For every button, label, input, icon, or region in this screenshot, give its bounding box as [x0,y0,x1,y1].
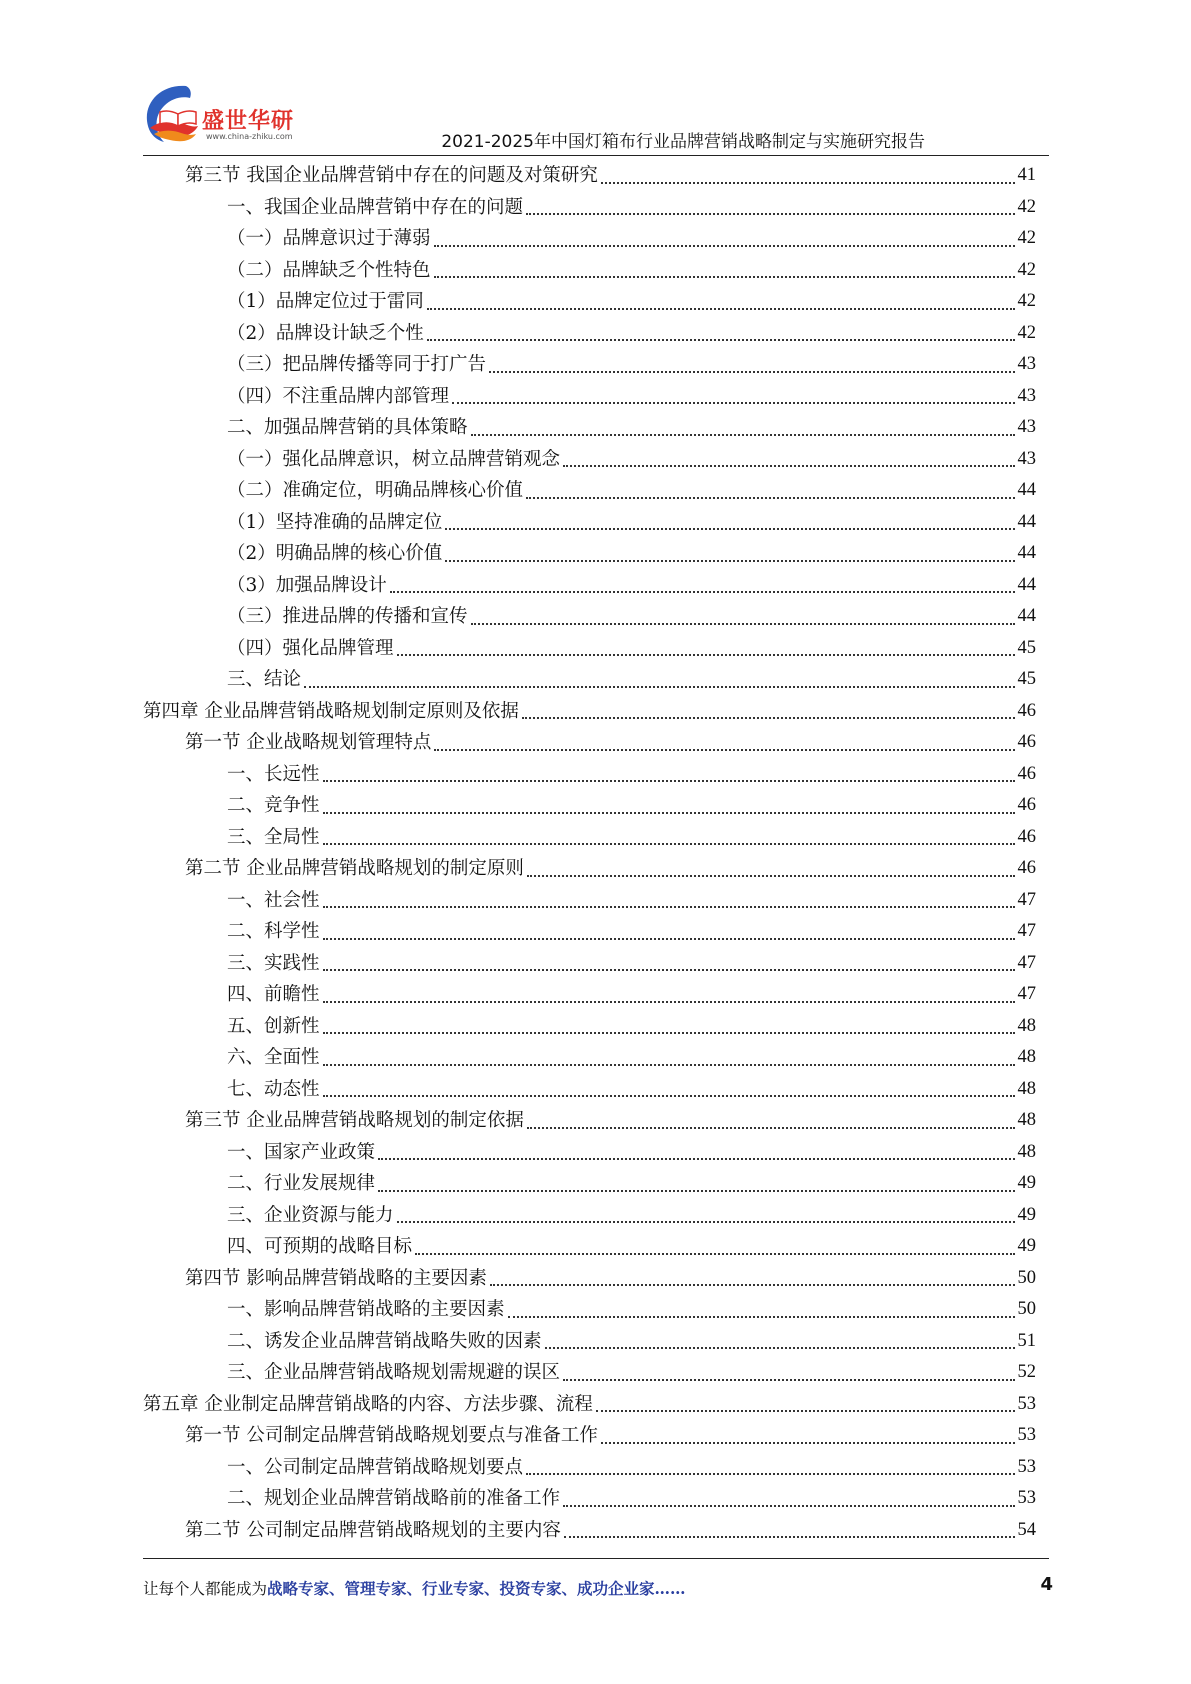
toc-entry-title: （一）品牌意识过于薄弱 [227,228,431,249]
toc-entry[interactable] [143,1011,1036,1043]
page-header [0,0,1191,160]
toc-entry-title: 七、动态性 [227,1078,320,1100]
toc-entry-title: （3）加强品牌设计 [227,574,387,596]
footer-divider [143,1558,1049,1559]
toc-dot-leader [445,560,1014,562]
company-logo [140,82,340,152]
toc-dot-leader [596,1410,1015,1412]
toc-entry-title: 第一节 公司制定品牌营销战略规划要点与准备工作 [185,1425,598,1446]
toc-dot-leader [526,1473,1014,1475]
toc-entry-title: 第二节 企业品牌营销战略规划的制定原则 [185,858,524,879]
toc-entry[interactable] [143,1105,1036,1137]
toc-entry-title: 四、前瞻性 [227,984,320,1005]
logo-name: 盛世华研 [202,109,295,134]
toc-entry[interactable] [143,916,1036,948]
toc-entry-page: 46 [1017,795,1036,815]
toc-entry-title: 二、竞争性 [227,795,320,816]
toc-entry-title: 三、结论 [227,669,302,690]
toc-entry-page: 49 [1017,1204,1036,1225]
toc-dot-leader [323,843,1015,845]
toc-entry-page: 43 [1017,385,1036,406]
toc-entry-page: 48 [1017,1047,1036,1067]
toc-entry[interactable] [143,223,1036,255]
toc-entry-page: 42 [1017,291,1036,311]
toc-entry[interactable] [143,1074,1036,1106]
toc-entry-title: （四）强化品牌管理 [227,637,394,659]
toc-entry-page: 44 [1017,480,1036,500]
logo-url: www.china-zhiku.com [206,132,293,141]
toc-dot-leader [526,497,1014,499]
footer-slogan-highlight: 战略专家、管理专家、行业专家、投资专家、成功企业家…… [267,1579,686,1598]
toc-entry-page: 47 [1017,984,1036,1004]
toc-entry-page: 44 [1017,543,1036,563]
toc-entry[interactable] [143,255,1036,287]
toc-entry-page: 43 [1017,417,1036,437]
toc-entry-title: 第四节 影响品牌营销战略的主要因素 [185,1267,487,1289]
toc-entry-page: 46 [1017,700,1036,721]
toc-entry-title: 第二节 公司制定品牌营销战略规划的主要内容 [185,1519,561,1541]
toc-entry-page: 48 [1017,1110,1036,1130]
toc-dot-leader [323,812,1015,814]
toc-entry-page: 53 [1017,1488,1036,1508]
toc-entry-title: 第五章 企业制定品牌营销战略的内容、方法步骤、流程 [143,1393,593,1415]
toc-entry-title: 二、科学性 [227,921,320,942]
toc-entry[interactable] [143,538,1036,570]
toc-entry-title: 一、国家产业政策 [227,1141,376,1163]
toc-entry-title: 二、加强品牌营销的具体策略 [227,417,468,438]
toc-entry-title: 四、可预期的战略目标 [227,1236,413,1257]
page-number: 4 [1040,1574,1053,1595]
toc-entry[interactable] [143,1200,1036,1232]
toc-dot-leader [323,1064,1015,1066]
toc-dot-leader [427,339,1015,341]
toc-dot-leader [434,749,1014,751]
report-title: 2021-2025年中国灯箱布行业品牌营销战略制定与实施研究报告 [441,132,925,152]
toc-entry-title: （二）品牌缺乏个性特色 [227,259,431,281]
toc-entry[interactable] [143,664,1036,696]
toc-entry[interactable] [143,475,1036,507]
toc-entry[interactable] [143,1389,1036,1421]
toc-entry-page: 49 [1017,1236,1036,1256]
toc-dot-leader [527,1127,1015,1129]
toc-entry[interactable] [143,601,1036,633]
toc-entry-title: （三）推进品牌的传播和宣传 [227,606,468,627]
toc-entry-page: 52 [1017,1362,1036,1382]
page-footer [143,1577,1023,1599]
toc-entry-page: 51 [1017,1330,1036,1351]
toc-entry-page: 44 [1017,511,1036,532]
toc-dot-leader [397,654,1015,656]
toc-entry-title: 三、企业品牌营销战略规划需规避的误区 [227,1362,561,1383]
toc-entry-title: 一、公司制定品牌营销战略规划要点 [227,1456,524,1478]
toc-entry-title: 六、全面性 [227,1047,320,1068]
toc-entry-title: 二、行业发展规律 [227,1173,376,1194]
toc-entry-page: 46 [1017,732,1036,752]
footer-slogan-lead: 让每个人都能成为 [143,1580,268,1598]
toc-entry[interactable] [143,1137,1036,1169]
toc-entry-page: 45 [1017,637,1036,658]
toc-entry-title: （2）明确品牌的核心价值 [227,543,443,564]
toc-entry[interactable] [143,633,1036,665]
toc-entry-page: 50 [1017,1267,1036,1288]
toc-entry-page: 53 [1017,1425,1036,1445]
toc-dot-leader [390,591,1015,593]
toc-entry-page: 46 [1017,763,1036,784]
toc-entry[interactable] [143,727,1036,759]
toc-dot-leader [545,1347,1015,1349]
toc-entry-title: 三、实践性 [227,952,320,974]
toc-dot-leader [415,1253,1014,1255]
toc-entry-title: （1）品牌定位过于雷同 [227,291,424,312]
toc-dot-leader [522,717,1015,719]
toc-entry[interactable] [143,192,1036,224]
toc-entry[interactable] [143,1452,1036,1484]
toc-entry-page: 43 [1017,354,1036,374]
toc-dot-leader [526,213,1014,215]
toc-entry[interactable] [143,822,1036,854]
toc-entry-page: 47 [1017,921,1036,941]
toc-entry-title: 第三节 我国企业品牌营销中存在的问题及对策研究 [185,165,598,186]
toc-entry-title: 第一节 企业战略规划管理特点 [185,732,432,753]
toc-dot-leader [563,1379,1014,1381]
toc-entry[interactable] [143,1420,1036,1452]
toc-dot-leader [323,906,1015,908]
toc-dot-leader [490,1284,1015,1286]
toc-entry-page: 46 [1017,826,1036,847]
toc-entry-page: 48 [1017,1015,1036,1036]
toc-dot-leader [489,371,1014,373]
toc-dot-leader [434,245,1015,247]
toc-entry[interactable] [143,696,1036,728]
toc-entry-page: 48 [1017,1078,1036,1099]
toc-entry-title: （二）准确定位，明确品牌核心价值 [227,480,524,501]
toc-entry[interactable] [143,318,1036,350]
toc-entry-page: 53 [1017,1456,1036,1477]
table-of-contents [143,160,1036,1546]
toc-dot-leader [378,1158,1014,1160]
toc-entry-title: （2）品牌设计缺乏个性 [227,322,424,344]
toc-entry-page: 42 [1017,322,1036,343]
toc-entry[interactable] [143,1263,1036,1295]
toc-entry[interactable] [143,1168,1036,1200]
toc-entry-page: 48 [1017,1141,1036,1162]
toc-dot-leader [471,434,1015,436]
toc-entry[interactable] [143,1042,1036,1074]
toc-entry[interactable] [143,790,1036,822]
toc-entry-page: 44 [1017,574,1036,595]
toc-dot-leader [323,1032,1015,1034]
toc-entry-title: 三、全局性 [227,826,320,848]
toc-dot-leader [434,276,1015,278]
toc-dot-leader [445,528,1014,530]
toc-entry-title: 二、诱发企业品牌营销战略失败的因素 [227,1330,542,1352]
toc-dot-leader [527,875,1015,877]
toc-dot-leader [323,969,1015,971]
toc-entry-page: 54 [1017,1519,1036,1540]
toc-entry-page: 49 [1017,1173,1036,1193]
toc-entry-title: （1）坚持准确的品牌定位 [227,511,443,533]
toc-entry-page: 45 [1017,669,1036,689]
toc-entry[interactable] [143,853,1036,885]
toc-dot-leader [427,308,1015,310]
toc-dot-leader [601,182,1015,184]
toc-entry-title: 第四章 企业品牌营销战略规划制定原则及依据 [143,700,519,722]
toc-entry-page: 42 [1017,228,1036,248]
toc-entry[interactable] [143,948,1036,980]
toc-entry[interactable] [143,160,1036,192]
toc-entry[interactable] [143,759,1036,791]
toc-entry[interactable] [143,507,1036,539]
toc-entry-title: （四）不注重品牌内部管理 [227,385,450,407]
toc-entry-page: 43 [1017,448,1036,469]
toc-entry-title: （三）把品牌传播等同于打广告 [227,354,487,375]
toc-entry-page: 53 [1017,1393,1036,1414]
toc-dot-leader [397,1221,1015,1223]
toc-dot-leader [323,1095,1015,1097]
toc-entry-page: 50 [1017,1299,1036,1319]
toc-entry-title: （一）强化品牌意识，树立品牌营销观念 [227,448,561,470]
toc-entry-page: 42 [1017,259,1036,280]
toc-entry[interactable] [143,349,1036,381]
toc-dot-leader [323,1001,1015,1003]
toc-entry[interactable] [143,1294,1036,1326]
toc-dot-leader [323,938,1015,940]
toc-dot-leader [564,1536,1015,1538]
toc-entry-page: 47 [1017,889,1036,910]
toc-dot-leader [323,780,1015,782]
toc-entry[interactable] [143,412,1036,444]
toc-entry-title: 一、影响品牌营销战略的主要因素 [227,1299,505,1320]
toc-entry[interactable] [143,1357,1036,1389]
toc-entry-page: 46 [1017,858,1036,878]
toc-dot-leader [304,686,1014,688]
toc-entry[interactable] [143,1326,1036,1358]
toc-entry[interactable] [143,570,1036,602]
header-divider [143,155,1049,156]
toc-entry-title: 一、社会性 [227,889,320,911]
toc-entry-page: 42 [1017,196,1036,217]
toc-entry-title: 五、创新性 [227,1015,320,1037]
toc-entry[interactable] [143,444,1036,476]
toc-entry-title: 一、长远性 [227,763,320,785]
toc-dot-leader [601,1442,1015,1444]
toc-dot-leader [471,623,1015,625]
toc-entry-title: 一、我国企业品牌营销中存在的问题 [227,196,524,218]
toc-dot-leader [508,1316,1015,1318]
toc-entry[interactable] [143,885,1036,917]
toc-dot-leader [563,465,1014,467]
toc-entry-page: 41 [1017,165,1036,185]
toc-entry[interactable] [143,381,1036,413]
toc-dot-leader [378,1190,1014,1192]
toc-dot-leader [452,402,1014,404]
toc-entry[interactable] [143,1515,1036,1547]
toc-entry-title: 三、企业资源与能力 [227,1204,394,1226]
toc-entry[interactable] [143,979,1036,1011]
toc-entry[interactable] [143,286,1036,318]
toc-dot-leader [563,1505,1014,1507]
toc-entry[interactable] [143,1231,1036,1263]
logo-emblem-icon [140,82,204,146]
toc-entry-page: 47 [1017,952,1036,973]
toc-entry-title: 第三节 企业品牌营销战略规划的制定依据 [185,1110,524,1131]
toc-entry[interactable] [143,1483,1036,1515]
toc-entry-title: 二、规划企业品牌营销战略前的准备工作 [227,1488,561,1509]
toc-entry-page: 44 [1017,606,1036,626]
